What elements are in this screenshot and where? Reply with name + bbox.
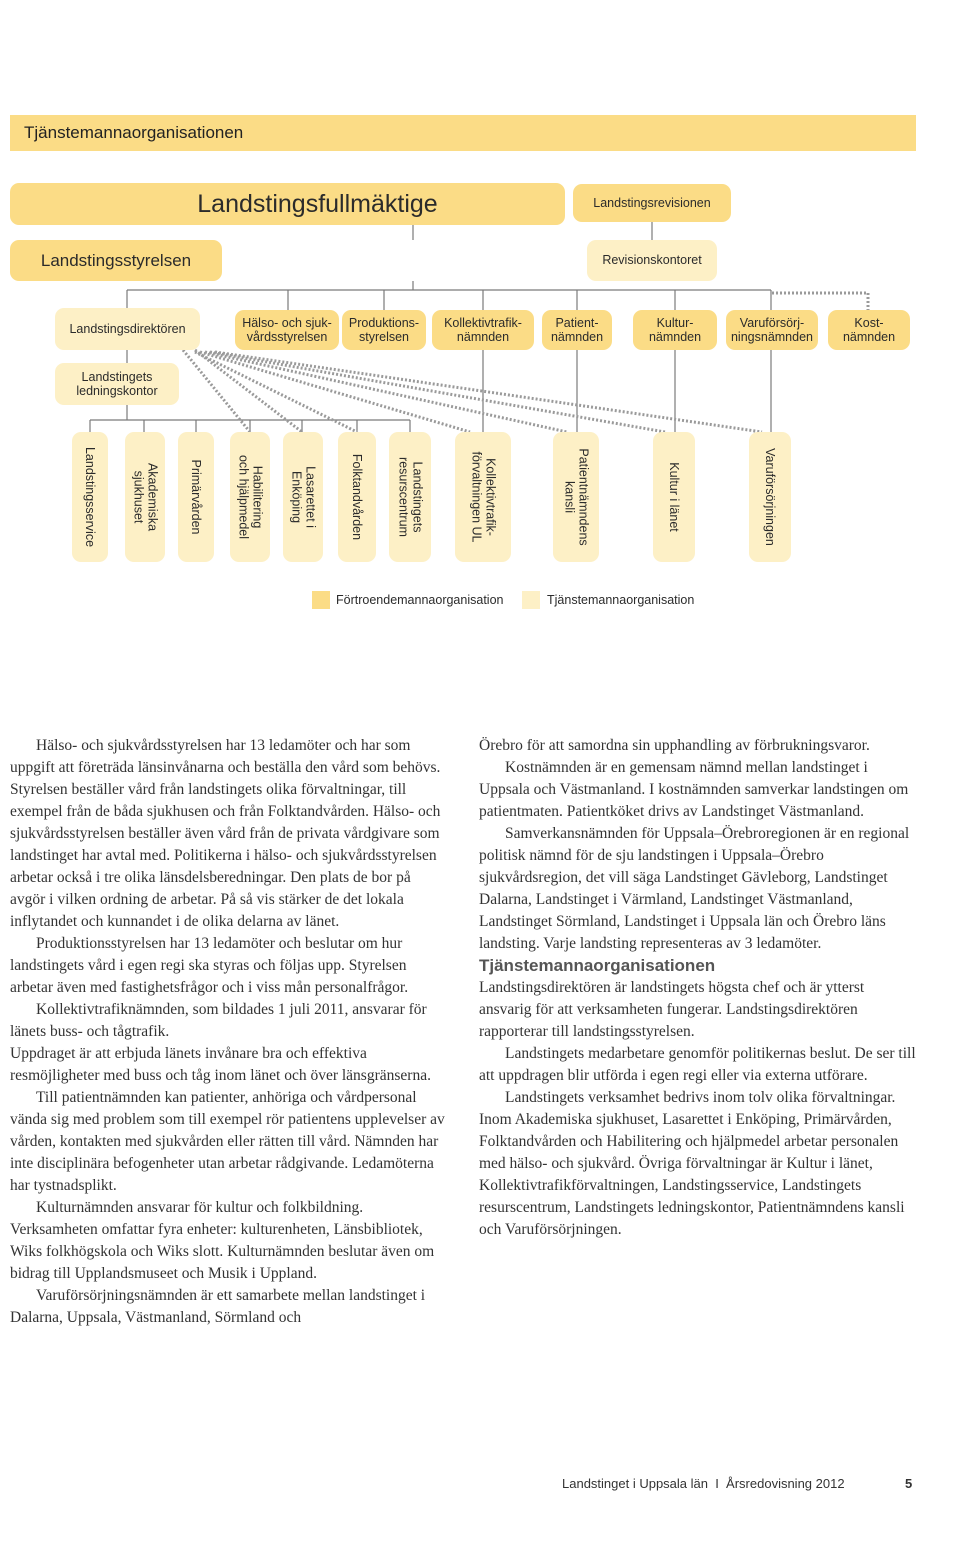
produktionsstyrelsen-box <box>342 310 426 350</box>
revisionskontoret-label: Revisionskontoret <box>602 253 702 268</box>
unit-patientnamndens-kansli <box>553 432 599 562</box>
unit-varuforsorjningen <box>749 432 791 562</box>
revisionskontoret-box <box>587 240 717 281</box>
legend-fortroende-swatch <box>312 591 330 609</box>
right-paragraph: Landstingsdirektören är landstingets högsta chef och är ytterst ansvarig för att verksamheten fungerar. Landstingsdirektören rapporterar till landstingsstyrelsen. <box>479 979 865 1040</box>
unit-patientnamndens-kansli-label: Patientnämndens kansli <box>562 448 591 546</box>
unit-kollektivtrafikforvaltningen <box>455 432 511 562</box>
kulturnamnden-label: Kultur- nämnden <box>648 315 702 344</box>
unit-kollektivtrafikforvaltningen-label: Kollektivtrafik- förvaltningen UL <box>469 451 498 543</box>
footer-text: Landstinget i Uppsala län I Årsredovisning 2012 <box>562 1476 845 1491</box>
ledningskontor-box <box>55 363 179 405</box>
right-paragraph: Landstingets verksamhet bedrivs inom tolv olika förvaltningar. Inom Akademiska sjukhuset, Lasarettet i Enköping, Primärvården, Folktandvården och Habilitering och hjälpmedel arbetar personalen med hälso- och sjukvård. Övriga förvaltningar är Kultur i länet, Kollektivtrafikförvaltningen, Landstingsservice, Landstingets resurscentrum, Landstingets ledningskontor, Patientnämndens kansli och Varuförsörjningen. <box>479 1089 905 1238</box>
unit-resurscentrum-label: Landstingets resurscentrum <box>396 457 425 537</box>
right-paragraph: Kostnämnden är en gemensam nämnd mellan landstinget i Uppsala och Västmanland. I kostnämnden samverkar landstingen om patientmaten. Patientköket drivs av Landstinget Västmanland. <box>479 759 909 820</box>
kollektivtrafiknamnden-label: Kollektivtrafik- nämnden <box>444 315 522 344</box>
left-paragraph: Kollektivtrafiknämnden, som bildades 1 juli 2011, ansvarar för länets buss- och tågtrafik. <box>10 1001 427 1040</box>
unit-habilitering <box>230 432 270 562</box>
produktionsstyrelsen-label: Produktions- styrelsen <box>348 315 420 344</box>
unit-folktandvarden <box>338 432 376 562</box>
unit-habilitering-label: Habilitering och hjälpmedel <box>236 454 265 540</box>
unit-primarvarden-label: Primärvården <box>189 459 204 535</box>
patientnamnden-box <box>542 310 612 350</box>
section-heading: Tjänstemannaorganisationen <box>479 956 716 975</box>
left-paragraph: Kulturnämnden ansvarar för kultur och folkbildning. Verksamheten omfattar fyra enheter: kulturenheten, Länsbibliotek, Wiks folkhögskola och Wiks slott. Kulturnämnden beslutar även om bidrag till Upplandsmuseet och Musik i Uppland. <box>10 1199 435 1282</box>
page-number: 5 <box>905 1476 913 1491</box>
unit-resurscentrum <box>389 432 431 562</box>
left-paragraph: Hälso- och sjukvårdsstyrelsen har 13 ledamöter och har som uppgift att företräda länsinvånarna och beställa den vård som behövs. Styrelsen beställer vård från landstingets olika förvaltningar, till exempel från de båda sjukhusen och från Folktandvården. Hälso- och sjukvårdsstyrelsen beställer även vård från de privata vårdgivare som landstinget har avtal med. Politikerna i hälso- och sjukvårdsstyrelsen arbetar också i tre olika länsdelsberedningar. Den plats de bor på avgör i vilken ordning de arbetar. På så vis stärker de det lokala inflytandet och kunnandet i de olika delarna av länet. <box>10 737 441 930</box>
kostnamnden-box <box>828 310 910 350</box>
unit-landstingsservice-label: Landstingsservice <box>83 446 98 548</box>
legend-tjansteman-swatch <box>522 591 540 609</box>
unit-lasarettet-enkoping <box>283 432 323 562</box>
landstingsfullmaktige-box <box>10 183 565 225</box>
body-left-column <box>10 735 448 1329</box>
left-paragraph: Varuförsörjningsnämnden är ett samarbete mellan landstinget i Dalarna, Uppsala, Västmanland, Sörmland och <box>10 1287 426 1326</box>
right-paragraph: Landstingets medarbetare genomför politikernas beslut. De ser till att uppdragen blir utförda i egen regi eller via externa utförare. <box>479 1045 916 1084</box>
unit-lasarettet-enkoping-label: Lasarettet i Enköping <box>289 466 318 528</box>
legend-tjansteman-label: Tjänstemannaorganisation <box>547 593 695 607</box>
unit-landstingsservice <box>72 432 108 562</box>
varuforsorjningsnamnden-label: Varuförsörj- ningsnämnden <box>730 315 813 344</box>
unit-kultur-i-lanet-label: Kultur i länet <box>667 462 682 532</box>
left-paragraph: Uppdraget är att erbjuda länets invånare bra och effektiva resmöjligheter med buss och tåg inom länet och över länsgränserna. <box>10 1045 431 1084</box>
kulturnamnden-box <box>633 310 717 350</box>
right-paragraph: Samverkansnämnden för Uppsala–Örebroregionen är en regional politisk nämnd för de sju landstingen i Uppsala–Örebro sjukvårdsregion, det vill säga Landstinget Gävleborg, Landstinget Dalarna, Landstinget i Värmland, Landstinget Västmanland, Landstinget Sörmland, Landstinget i Uppsala län och Örebro läns landsting. Varje landsting representeras av 3 ledamöter. <box>479 825 910 952</box>
unit-primarvarden <box>178 432 214 562</box>
unit-akademiska-sjukhuset-label: Akademiska sjukhuset <box>131 462 160 532</box>
landstingsrevisionen-box <box>573 184 731 222</box>
landstingsstyrelsen-label: Landstingsstyrelsen <box>40 250 192 270</box>
legend-fortroende-label: Förtroendemannaorganisation <box>336 593 504 607</box>
patientnamnden-label: Patient- nämnden <box>550 315 604 344</box>
landstingsdirektoren-label: Landstingsdirektören <box>69 321 186 336</box>
left-paragraph: Till patientnämnden kan patienter, anhöriga och vårdpersonal vända sig med problem som till exempel rör patientens upplevelser av vården, kontakten med sjukvården eller rätten till vård. Nämnden har inte disciplinära befogenheter utan arbetar rådgivande. Ledamöterna har tystnadsplikt. <box>10 1089 445 1194</box>
landstingsrevisionen-label: Landstingsrevisionen <box>593 195 711 210</box>
body-right-column <box>479 735 917 1241</box>
unit-kultur-i-lanet <box>653 432 695 562</box>
ledningskontor-label: Landstingets ledningskontor <box>76 369 158 398</box>
left-paragraph: Produktionsstyrelsen har 13 ledamöter och beslutar om hur landstingets vård i egen regi ska styras och följas upp. Styrelsen arbetar även med fastighetsfrågor och i viss mån personalfrågor. <box>10 935 409 996</box>
halso-sjukvardsstyrelsen-box <box>235 310 339 350</box>
kollektivtrafiknamnden-box <box>432 310 534 350</box>
halso-sjukvardsstyrelsen-label: Hälso- och sjuk- vårdsstyrelsen <box>242 315 332 344</box>
unit-akademiska-sjukhuset <box>125 432 165 562</box>
varuforsorjningsnamnden-box <box>726 310 818 350</box>
kostnamnden-label: Kost- nämnden <box>842 315 896 344</box>
landstingsstyrelsen-box <box>10 240 222 281</box>
banner-title: Tjänstemannaorganisationen <box>24 123 244 142</box>
right-paragraph: Örebro för att samordna sin upphandling av förbrukningsvaror. <box>479 737 870 754</box>
landstingsdirektoren-box <box>55 308 200 350</box>
unit-folktandvarden-label: Folktandvården <box>350 453 365 541</box>
unit-varuforsorjningen-label: Varuförsörjningen <box>763 448 778 546</box>
landstingsfullmaktige-label: Landstingsfullmäktige <box>197 189 438 218</box>
